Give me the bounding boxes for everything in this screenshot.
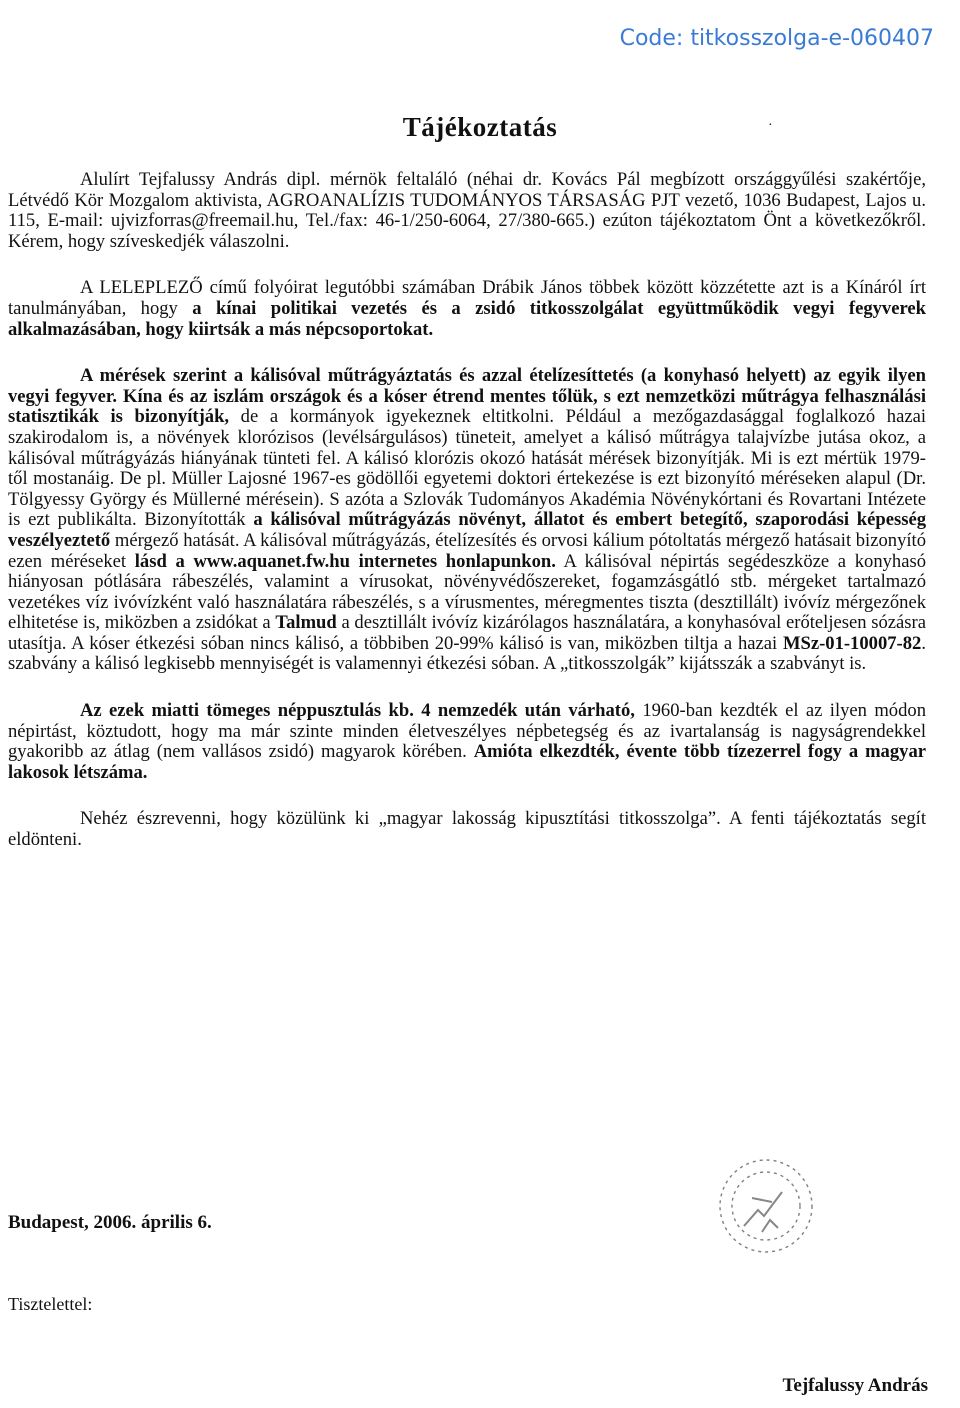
emphasis-segment: a kálisóval műtrágyázás növényt, állatot és embert betegítő, szaporodási képesség veszélyeztető [8,509,926,551]
text-segment: de a kormányok igyekeznek eltitkolni. Például a mezőgazdasággal foglalkozó hazai szakirodalom is, a növények klorózisos (levélsárgulásos) tüneteit, amelyet a kálisó műtrágya talajvízbe jutása okoz, a kálisóval műtrágyázás hiányának tünteti fel. A kálisó klorózis okozó hatását mérések bizonyítják. Mi is ezt mértük 1979-től mostanáig. De pl. Müller Lajosné 1967-es gödöllői egyetemi doktori értekezése is ezt bizonyító méréseken alapul (Dr. Tölgyessy György és Müllerné mérésein). S azóta a Szlovák Tudományos Akadémia Növénykórtani és Rovartani Intézete is ezt publikálta. Bizonyították [8,406,926,531]
paragraph-measurements [8,366,926,675]
website-reference: lásd a www.aquanet.fw.hu internetes honlapunkon. [134,550,556,572]
stamp-seal [712,1152,820,1260]
text-segment: A LELEPLEZŐ című folyóirat legutóbbi számában Drábik János többek között közzétette azt is a Kínáról írt tanulmányában, hogy [8,277,926,319]
text-segment: A kálisóval népirtás segédeszköze a konyhasó hiányosan pótlására rábeszélés, valamint a vírusokat, növényvédőszereket, fogamzásgátló stb. mérgeket tartalmazó vezetékes víz ivóvízként való használatára rábeszélés, s a vírusmentes, méregmentes tiszta (desztillált) ivóvíz mérgezőnek elhitetése is, miközben a zsidókat a [8,550,926,634]
paragraph-conclusion: Nehéz észrevenni, hogy közülünk ki „magyar lakosság kipusztítási titkosszolga”. A fenti tájékoztatás segít eldönteni. [8,808,926,851]
emphasis-segment: A mérések szerint a kálisóval műtrágyáztatás és azzal ételízesíttetés (a konyhasó helyett) az egyik ilyen vegyi fegyver. Kína és az iszlám országok és a kóser étrend mentes tőlük, s ezt nemzetközi műtrágya felhasználási statisztikák is bizonyítják, [8,365,926,428]
text-segment: mérgező hatását. A kálisóval műtrágyázás, ételízesítés és orvosi kálium pótoltatás mérgező hatásait bizonyító ezen méréseket [8,529,926,572]
text-segment: 1960-ban kezdték el az ilyen módon népirtást, köztudott, hogy ma már szinte minden életveszélyes népbetegség és az ivartalanság is nagyságrendekkel gyakoribb az átlag (nem vallásos zsidó) magyarok körében. [8,700,926,763]
emphasis-segment: Talmud [275,612,337,634]
round-seal-stamp-icon [712,1152,820,1260]
standard-reference: MSz-01-10007-82 [782,632,922,654]
emphasis-segment: Amióta elkezdték, évente több tízezerrel fogy a magyar lakosok létszáma. [8,741,926,783]
paragraph-leleplezo [8,278,926,340]
signature-name: Tejfalussy András [782,1375,928,1396]
greeting-line: Tisztelettel: [8,1294,93,1314]
document-body [8,170,926,877]
speck-mark: · [768,118,773,133]
date-line: Budapest, 2006. április 6. [8,1212,212,1233]
text-segment: a desztillált ivóvíz kizárólagos használatára, a konyhasóval erőteljesen sózásra utasítja. A kóser étkezési sóban nincs kálisó, a többiben 20-99% kálisó is van, miközben tiltja a hazai [8,612,926,654]
paragraph-intro: Alulírt Tejfalussy András dipl. mérnök feltaláló (néhai dr. Kovács Pál megbízott országgyűlési szakértője, Létvédő Kör Mozgalom aktivista, AGROANALÍZIS TUDOMÁNYOS TÁRSASÁG PJT vezető, 1036 Budapest, Lajos u. 115, E-mail: ujvizforras@freemail.hu, Tel./fax: 46-1/250-6064, 27/380-665.) ezúton tájékoztatom Önt a következőkről. Kérem, hogy szíveskedjék válaszolni. [8,169,926,252]
emphasis-segment: a kínai politikai vezetés és a zsidó titkosszolgálat együttműködik vegyi fegyverek alkalmazásában, hogy kiirtsák a más népcsoportokat. [8,297,926,340]
document-code: Code: titkosszolga-e-060407 [619,26,934,51]
paragraph-consequences [8,701,926,783]
text-segment: . szabvány a kálisó legkisebb mennyiségét is valamennyi étkezési sóban. A „titkosszolgák” kijátsszák a szabványt is. [8,632,926,675]
emphasis-segment: Az ezek miatti tömeges néppusztulás kb. 4 nemzedék után várható, [80,700,635,722]
document-title: Tájékoztatás [402,112,558,142]
